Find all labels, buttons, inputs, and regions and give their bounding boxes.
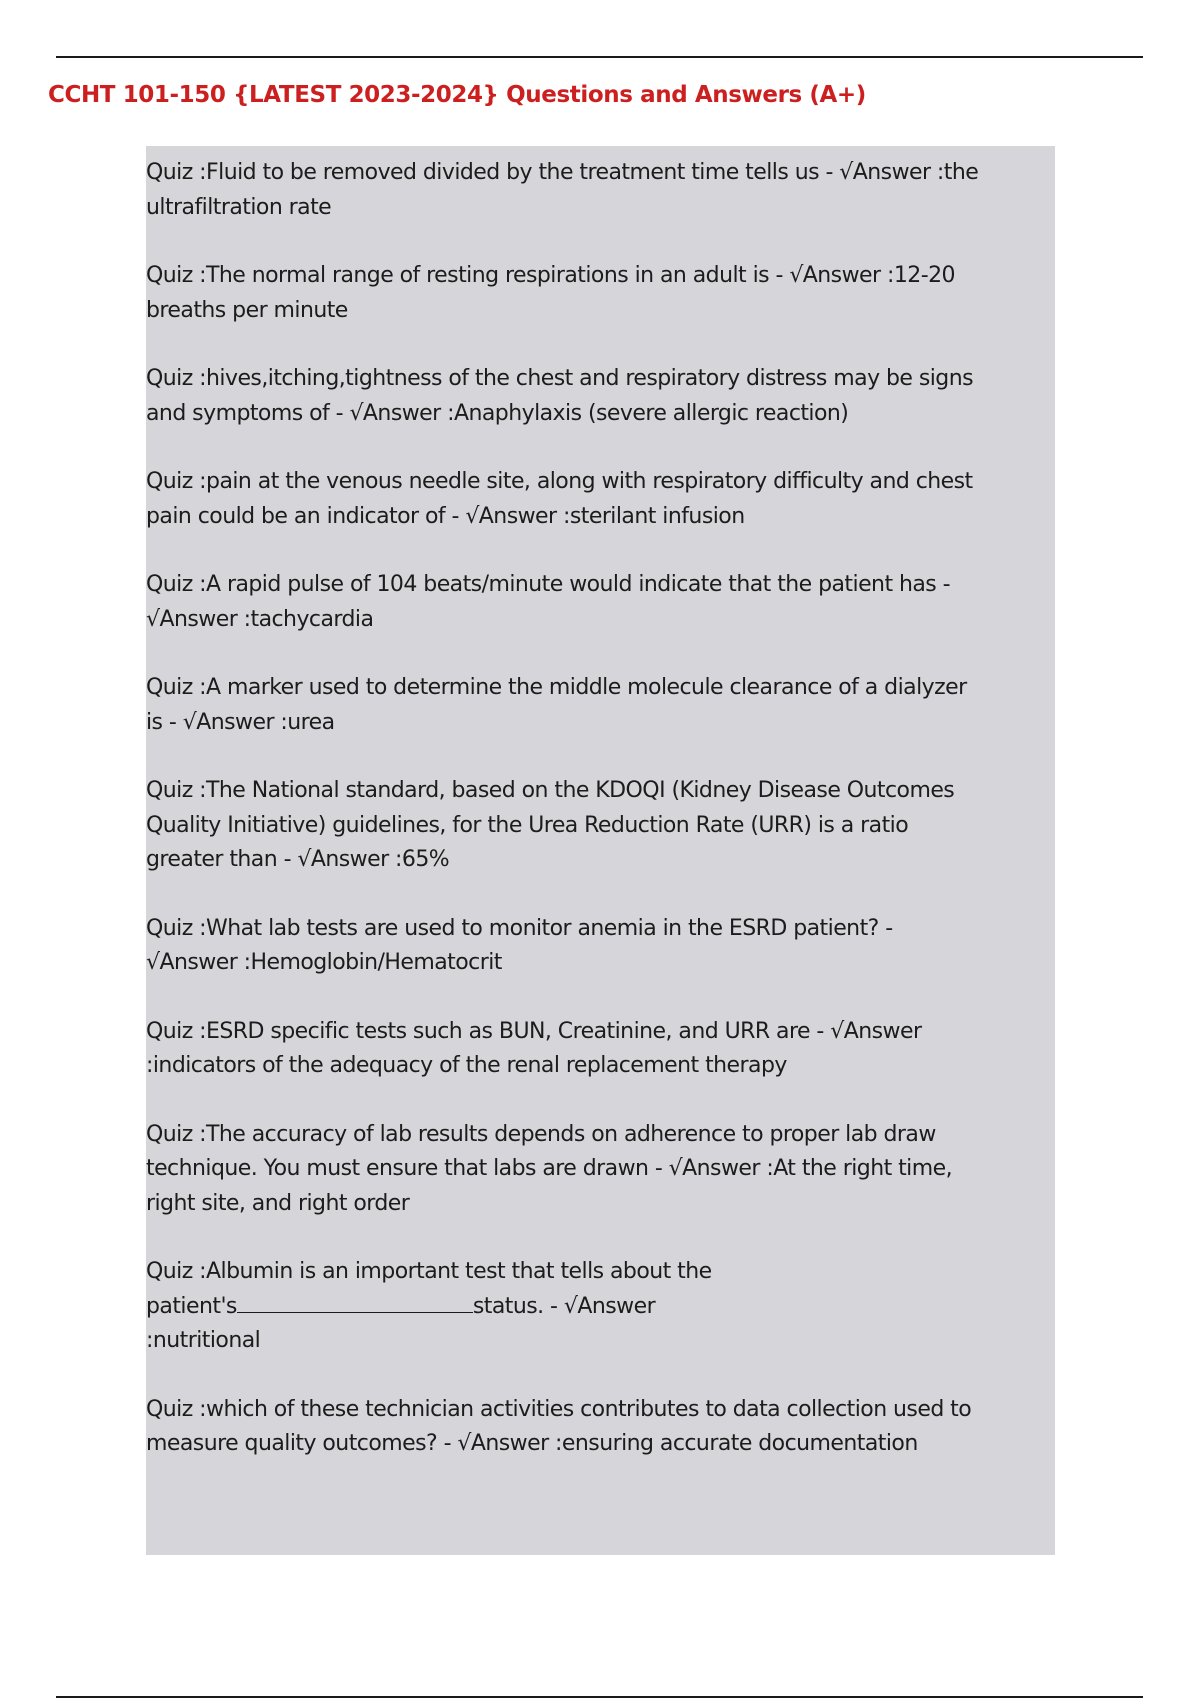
qa-item [146,1255,1053,1359]
qa-line: Quiz :The normal range of resting respirations in an adult is - √Answer :12-20 [146,263,955,288]
qa-line: greater than - √Answer :65% [146,847,450,872]
qa-item [146,465,1053,534]
qa-line: :nutritional [146,1328,261,1353]
qa-line: Quiz :What lab tests are used to monitor anemia in the ESRD patient? - [146,915,893,941]
qa-line: pain could be an indicator of - √Answer :sterilant infusion [146,503,745,529]
qa-item [146,362,1053,431]
footer-rule [56,1696,1143,1698]
qa-line: Quiz :A rapid pulse of 104 beats/minute would indicate that the patient has - [146,572,951,597]
qa-line: Quiz :A marker used to determine the middle molecule clearance of a dialyzer [146,675,967,700]
qa-line: Quiz :Fluid to be removed divided by the treatment time tells us - √Answer :the [146,160,979,185]
qa-item [146,1393,1053,1462]
qa-line: Quiz :which of these technician activities contributes to data collection used to [146,1396,972,1422]
qa-line: right site, and right order [146,1190,410,1216]
qa-item [146,1118,1053,1222]
qa-line [146,1290,1053,1325]
qa-line: √Answer :tachycardia [146,606,374,632]
qa-line: ultrafiltration rate [146,194,332,220]
qa-item [146,259,1053,328]
qa-line: Quiz :The National standard, based on the KDOQI (Kidney Disease Outcomes [146,778,955,803]
qa-item [146,671,1053,740]
qa-item [146,156,1053,225]
qa-line: measure quality outcomes? - √Answer :ensuring accurate documentation [146,1431,918,1456]
qa-line: :indicators of the adequacy of the renal replacement therapy [146,1053,787,1078]
qa-item [146,912,1053,981]
qa-text: patient's [146,1293,237,1319]
fill-in-blank-line [237,1290,473,1313]
qa-line: breaths per minute [146,297,348,323]
qa-line: Quiz :hives,itching,tightness of the chest and respiratory distress may be signs [146,366,974,391]
qa-line: and symptoms of - √Answer :Anaphylaxis (severe allergic reaction) [146,400,849,426]
qa-text: status. - √Answer [472,1293,656,1319]
document-title: CCHT 101-150 {LATEST 2023-2024} Questions and Answers (A+) [48,82,866,108]
qa-line: Quality Initiative) guidelines, for the Urea Reduction Rate (URR) is a ratio [146,812,909,838]
qa-panel [146,146,1055,1555]
header-rule [56,56,1143,58]
qa-line: Quiz :pain at the venous needle site, along with respiratory difficulty and chest [146,469,973,494]
qa-line: technique. You must ensure that labs are drawn - √Answer :At the right time, [146,1156,953,1181]
qa-item [146,1015,1053,1084]
qa-line: is - √Answer :urea [146,709,335,735]
qa-line: Quiz :The accuracy of lab results depends on adherence to proper lab draw [146,1121,936,1147]
qa-line: Quiz :ESRD specific tests such as BUN, Creatinine, and URR are - √Answer [146,1018,922,1044]
qa-line: √Answer :Hemoglobin/Hematocrit [146,950,502,975]
qa-item [146,774,1053,878]
qa-line: Quiz :Albumin is an important test that tells about the [146,1259,712,1284]
qa-item [146,568,1053,637]
